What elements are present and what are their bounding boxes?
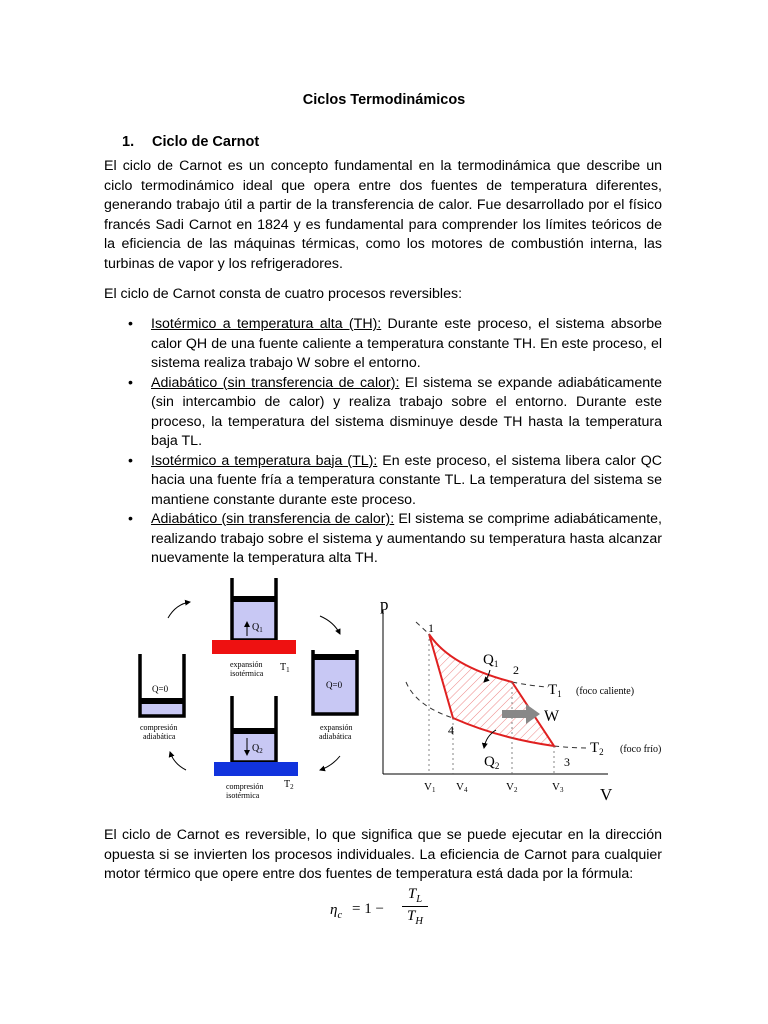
bullet-icon: • <box>128 316 133 332</box>
process-heading: Isotérmico a temperatura baja (TL): <box>151 452 378 469</box>
isotherm-t1-label: $T_1$ <box>548 682 562 699</box>
heat-out-label: $Q_2$ <box>484 754 500 771</box>
point-label: 2 <box>513 663 519 677</box>
piston-adiabatic-expansion <box>313 650 357 741</box>
process-text: En este proceso, el sistema libera calor QC hacia una fuente fría a temperatura constante TL. La temperatura del sistema se mantiene constante durante este proceso. <box>151 452 662 508</box>
hot-reservoir <box>212 640 296 654</box>
list-item <box>104 374 662 452</box>
process-label: compresión <box>140 723 178 732</box>
hot-source-note: (foco caliente) <box>576 686 635 697</box>
processes-intro-paragraph: El ciclo de Carnot consta de cuatro procesos reversibles: <box>104 286 463 302</box>
v-axis-label: V <box>600 785 613 804</box>
v-tick-label: V2 <box>506 781 518 794</box>
point-label: 1 <box>428 621 434 635</box>
document-title: Ciclos Termodinámicos <box>302 92 466 108</box>
formula-equals: = 1 − <box>352 901 384 917</box>
v-tick-label: V4 <box>456 781 468 794</box>
curved-arrow-icon <box>168 602 190 618</box>
temperature-t1-label: $T_1$ <box>280 662 290 674</box>
process-text: Durante este proceso, el sistema absorbe calor QH de una fuente caliente a temperatura constante TH. En este proceso, el sistema realiza trabajo W sobre el entorno. <box>151 316 662 371</box>
heat-zero-label: Q=0 <box>326 680 343 690</box>
cold-source-note: (foco frío) <box>620 744 662 755</box>
bullet-icon: • <box>128 452 133 469</box>
curved-arrow-icon <box>320 756 340 770</box>
carnot-cycle-figure <box>120 570 680 810</box>
process-label: isotérmica <box>226 791 260 800</box>
list-item <box>104 510 662 569</box>
reversibility-paragraph: El ciclo de Carnot es reversible, lo que significa que se puede ejecutar en la dirección opuesta si se invierten los procesos individuales. La eficiencia de Carnot para cualquier motor térmico que opere entre dos fuentes de temperatura está dada por la fórmula: <box>104 827 662 882</box>
heat-q1-label: $Q_1$ <box>252 622 263 634</box>
section-number: 1. <box>122 134 135 150</box>
process-heading: Adiabático (sin transferencia de calor): <box>151 374 400 391</box>
process-text: El sistema se comprime adiabáticamente, realizando trabajo sobre el sistema y aumentando su temperatura hasta alcanzar nuevamente la temperatura alta TH. <box>151 511 662 566</box>
process-label: compresión <box>226 782 264 791</box>
formula-denominator: $T_H$ <box>407 908 423 927</box>
piston-isothermal-expansion <box>212 578 296 678</box>
work-label: W <box>544 708 560 725</box>
isotherm-t2-label: $T_2$ <box>590 740 604 757</box>
intro-paragraph: El ciclo de Carnot es un concepto fundamental en la termodinámica que describe un ciclo termodinámico ideal que opera entre dos fuentes de temperatura diferentes, generando trabajo útil a partir de la transferencia de calor. Fue desarrollado por el físico francés Sadi Carnot en 1824 y es fundamental para comprender los límites teóricos de la eficiencia de las máquinas térmicas, como los motores de combustión interna, las turbinas de vapor y los refrigeradores. <box>104 158 662 272</box>
cold-reservoir <box>214 762 298 776</box>
process-text: El sistema se expande adiabáticamente (sin intercambio de calor) y realiza trabajo sobre el entorno. Durante este proceso, la temperatura del sistema disminuye desde TH hasta la temperatura baja TL. <box>151 374 662 449</box>
p-axis-label: p <box>380 595 389 614</box>
bullet-icon: • <box>128 374 133 391</box>
process-label: isotérmica <box>230 669 264 678</box>
curved-arrow-icon <box>320 616 340 634</box>
piston-isothermal-compression <box>214 696 298 800</box>
process-label: adiabática <box>319 732 352 741</box>
list-item <box>104 315 662 374</box>
temperature-t2-label: $T_2$ <box>284 779 294 791</box>
process-heading: Isotérmico a temperatura alta (TH): <box>151 316 382 332</box>
process-label: expansión <box>320 723 353 732</box>
bullet-icon: • <box>128 511 133 527</box>
list-item <box>104 452 662 511</box>
processes-list <box>104 315 662 569</box>
piston-adiabatic-compression <box>140 654 184 741</box>
formula-fraction <box>402 886 428 927</box>
v-tick-label: V1 <box>424 781 436 794</box>
curved-arrow-icon <box>170 752 186 770</box>
heat-zero-label: Q=0 <box>152 684 169 694</box>
heat-in-label: $Q_1$ <box>483 652 499 669</box>
point-label: 4 <box>448 723 454 737</box>
heat-q2-label: $Q_2$ <box>252 743 263 755</box>
section-heading <box>122 134 259 150</box>
formula-numerator: $T_L$ <box>407 886 423 905</box>
section-title: Ciclo de Carnot <box>152 134 260 150</box>
process-label: adiabática <box>143 732 176 741</box>
v-tick-label: V3 <box>552 781 564 794</box>
process-label: expansión <box>230 660 263 669</box>
process-heading: Adiabático (sin transferencia de calor): <box>151 511 395 527</box>
formula-lhs: $\eta_c$ <box>330 902 343 921</box>
point-label: 3 <box>564 755 570 769</box>
pv-diagram <box>380 595 661 804</box>
